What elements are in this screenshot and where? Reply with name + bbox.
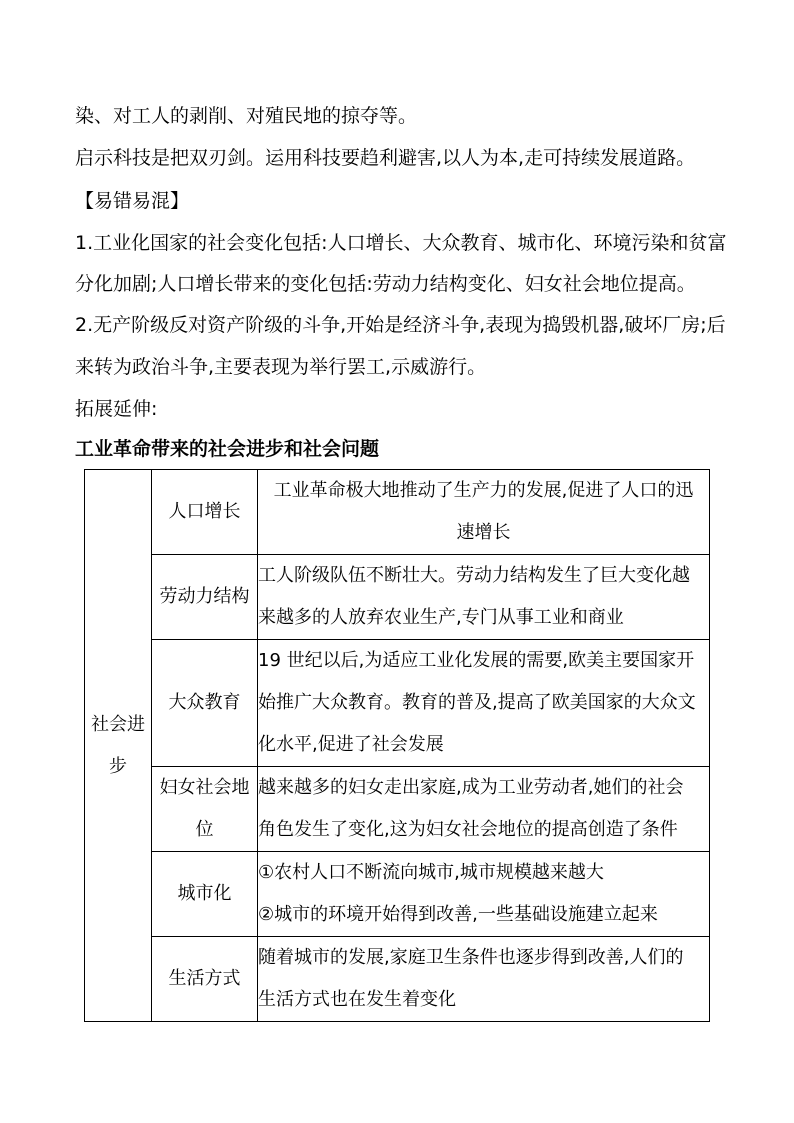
social-progress-table	[84, 469, 710, 1022]
item-cell: 城市化	[152, 852, 258, 937]
table-row	[85, 767, 710, 852]
table-row	[85, 852, 710, 937]
paragraph-line-4: 1.工业化国家的社会变化包括:人口增长、大众教育、城市化、环境污染和贫富	[75, 232, 727, 254]
paragraph-line-6: 2.无产阶级反对资产阶级的斗争,开始是经济斗争,表现为捣毁机器,破坏厂房;后	[75, 314, 726, 336]
description-cell: 工业革命极大地推动了生产力的发展,促进了人口的迅 速增长	[258, 470, 710, 555]
description-cell: 越来越多的妇女走出家庭,成为工业劳动者,她们的社会 角色发生了变化,这为妇女社会地位的提高创造了条件	[258, 767, 710, 852]
item-cell: 劳动力结构	[152, 555, 258, 640]
category-cell: 社会进 步	[85, 470, 152, 1022]
item-cell: 生活方式	[152, 937, 258, 1022]
table-title: 工业革命带来的社会进步和社会问题	[75, 438, 380, 460]
paragraph-line-1: 染、对工人的剥削、对殖民地的掠夺等。	[75, 105, 418, 127]
description-cell: 随着城市的发展,家庭卫生条件也逐步得到改善,人们的 生活方式也在发生着变化	[258, 937, 710, 1022]
paragraph-line-7: 来转为政治斗争,主要表现为举行罢工,示威游行。	[75, 356, 487, 378]
description-cell: ①农村人口不断流向城市,城市规模越来越大 ②城市的环境开始得到改善,一些基础设施建立起来	[258, 852, 710, 937]
paragraph-line-5: 分化加剧;人口增长带来的变化包括:劳动力结构变化、妇女社会地位提高。	[75, 273, 696, 295]
section-heading-extension: 拓展延伸:	[75, 398, 158, 420]
table-row	[85, 937, 710, 1022]
section-heading-easy-mistakes: 【易错易混】	[75, 190, 190, 212]
table-row	[85, 640, 710, 767]
item-cell: 妇女社会地 位	[152, 767, 258, 852]
item-cell: 人口增长	[152, 470, 258, 555]
description-cell: 工人阶级队伍不断壮大。劳动力结构发生了巨大变化越 来越多的人放弃农业生产,专门从事工业和商业	[258, 555, 710, 640]
description-cell: 19 世纪以后,为适应工业化发展的需要,欧美主要国家开 始推广大众教育。教育的普及,提高了欧美国家的大众文 化水平,促进了社会发展	[258, 640, 710, 767]
table-row	[85, 470, 710, 555]
paragraph-line-2: 启示科技是把双刃剑。运用科技要趋利避害,以人为本,走可持续发展道路。	[75, 147, 696, 169]
item-cell: 大众教育	[152, 640, 258, 767]
table-row	[85, 555, 710, 640]
